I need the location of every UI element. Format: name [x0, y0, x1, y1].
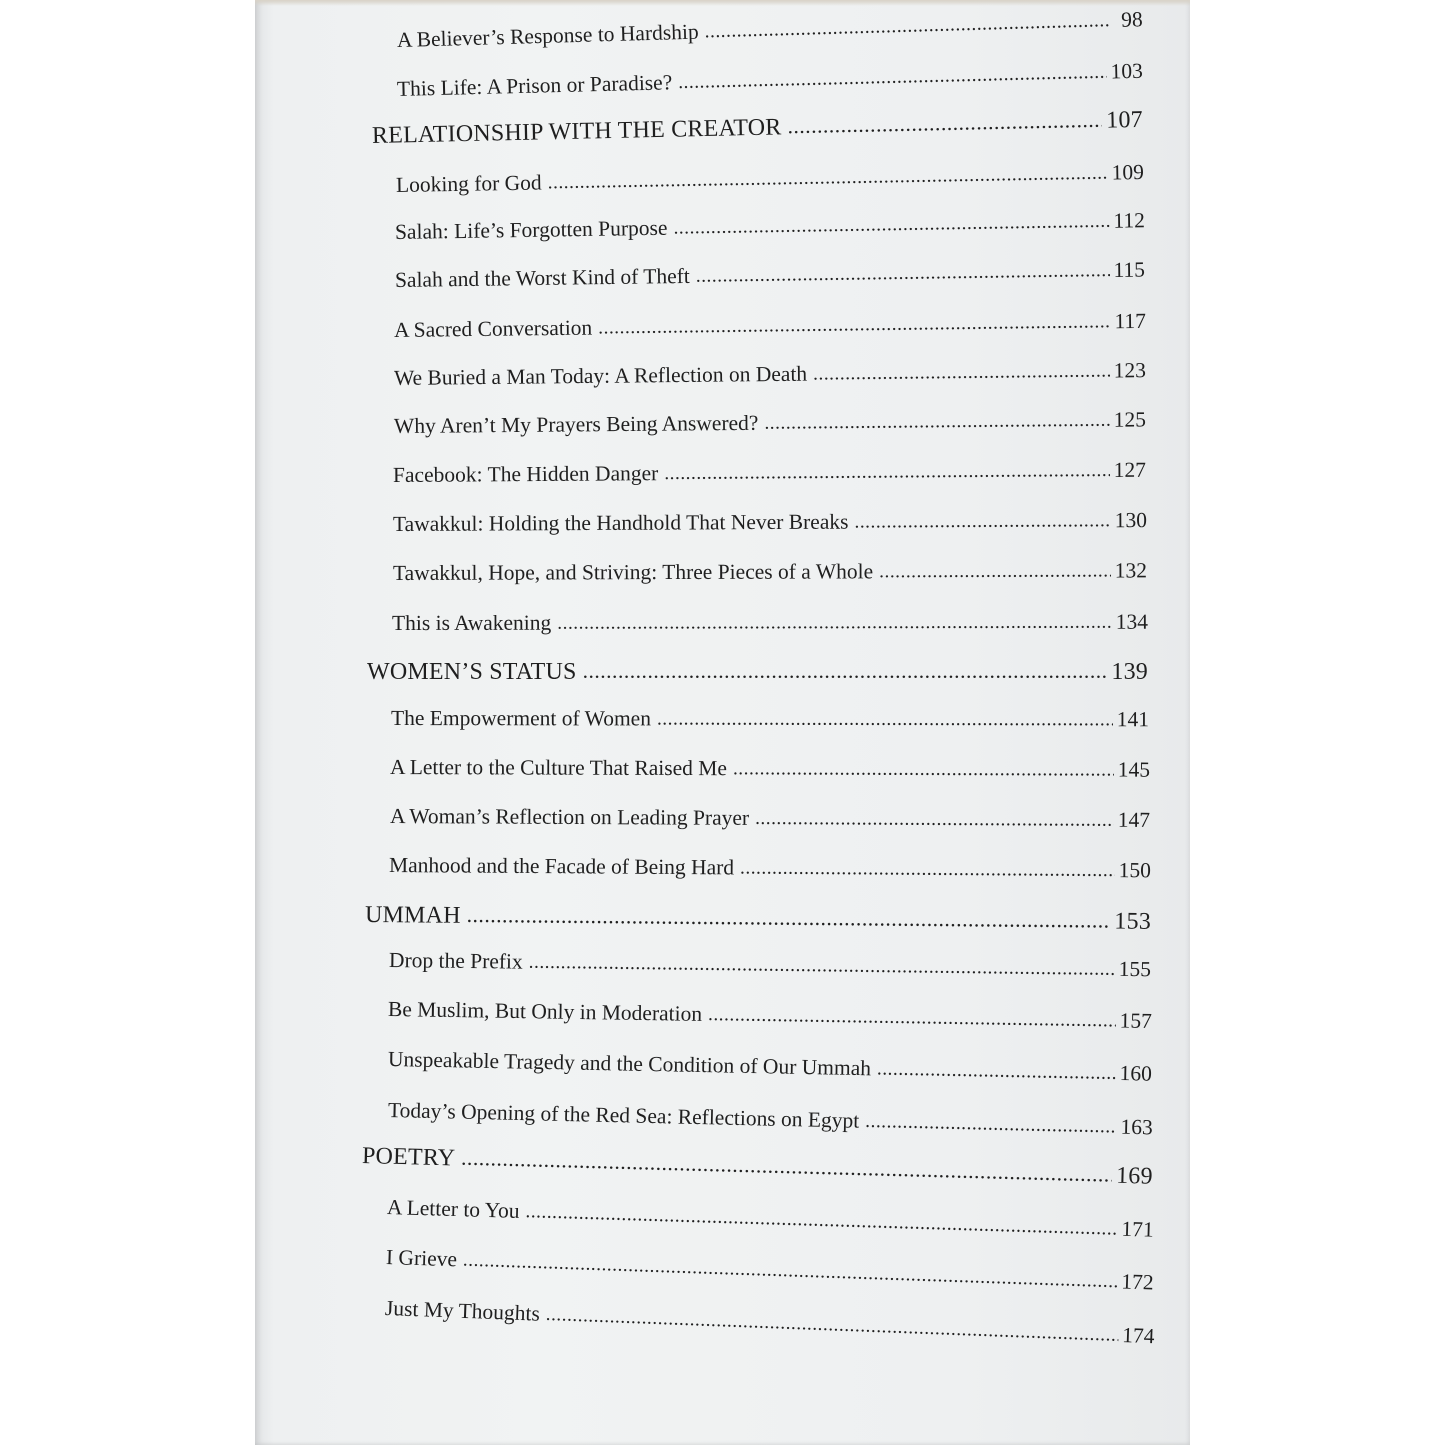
toc-entry — [394, 358, 1146, 391]
toc-page-number: 150 — [1118, 858, 1152, 883]
toc-page-number: 112 — [1113, 208, 1146, 233]
toc-section-heading — [362, 1143, 1153, 1191]
toc-entry — [388, 1047, 1152, 1087]
toc-entry — [385, 1296, 1155, 1349]
toc-entry-title: A Woman’s Reflection on Leading Prayer — [389, 804, 750, 830]
toc-entry — [397, 59, 1143, 102]
dot-leader — [657, 705, 1113, 731]
toc-entry-title: Looking for God — [395, 170, 542, 197]
toc-entry-title: Salah and the Worst Kind of Theft — [394, 263, 690, 292]
toc-entry — [389, 948, 1151, 982]
toc-page-number: 130 — [1114, 508, 1148, 533]
dot-leader — [733, 755, 1114, 781]
toc-section-heading — [367, 659, 1148, 686]
dot-leader — [865, 1108, 1117, 1139]
toc-page-number: 115 — [1113, 257, 1146, 282]
toc-entry — [387, 1195, 1154, 1243]
toc-entry-title: Today’s Opening of the Red Sea: Reflections on Egypt — [387, 1098, 860, 1133]
dot-leader — [583, 658, 1108, 685]
toc-entry-title: Manhood and the Facade of Being Hard — [388, 853, 735, 880]
toc-entry — [390, 804, 1150, 833]
toc-entry-title: Facebook: The Hidden Danger — [392, 461, 659, 487]
toc-entry-title: The Empowerment of Women — [390, 706, 652, 731]
toc-entry-title: We Buried a Man Today: A Reflection on Death — [393, 361, 808, 390]
toc-entry-title: Tawakkul: Holding the Handhold That Never Breaks — [392, 509, 849, 536]
toc-entry-title: I Grieve — [385, 1245, 458, 1272]
toc-entry — [393, 508, 1147, 537]
toc-page-number: 127 — [1113, 457, 1147, 482]
toc-entry — [391, 706, 1149, 732]
toc-entry-title: A Sacred Conversation — [393, 315, 593, 342]
toc-page-number: 125 — [1113, 407, 1147, 432]
toc-page-number: 174 — [1121, 1323, 1155, 1349]
toc-entry-title: Be Muslim, But Only in Moderation — [387, 997, 703, 1026]
dot-leader — [557, 609, 1112, 635]
toc-entry — [393, 458, 1146, 488]
dot-leader — [696, 257, 1110, 288]
toc-page-number: 171 — [1121, 1216, 1155, 1242]
toc-entry-title: A Believer’s Response to Hardship — [396, 19, 699, 52]
toc-page-number: 157 — [1119, 1008, 1153, 1033]
dot-leader — [598, 308, 1111, 339]
toc-page-number: 109 — [1111, 159, 1145, 185]
toc-entry — [388, 1098, 1153, 1140]
toc-entry-title: Salah: Life’s Forgotten Purpose — [394, 215, 668, 244]
toc-page-number: 141 — [1116, 707, 1150, 732]
dot-leader — [529, 949, 1115, 981]
dot-leader — [708, 1001, 1116, 1032]
toc-page-number: 117 — [1114, 308, 1147, 334]
toc-entry — [393, 558, 1147, 586]
dot-leader — [545, 1301, 1118, 1347]
toc-page-number: 160 — [1119, 1061, 1153, 1086]
dot-leader — [755, 805, 1114, 832]
toc-page-number: 134 — [1115, 609, 1149, 634]
toc-entry — [389, 853, 1151, 883]
dot-leader — [463, 1247, 1118, 1294]
toc-entry-title: A Letter to You — [386, 1195, 520, 1223]
toc-entry — [395, 258, 1145, 293]
toc-entry-title: This is Awakening — [391, 610, 552, 635]
toc-entry-title: A Letter to the Culture That Raised Me — [389, 755, 728, 781]
dot-leader — [461, 1145, 1113, 1189]
toc-entry-title: Tawakkul, Hope, and Striving: Three Pieces of a Whole — [392, 559, 874, 585]
toc-page-number: 132 — [1114, 558, 1148, 583]
dot-leader — [547, 160, 1107, 195]
toc-entry — [397, 7, 1143, 53]
dot-leader — [664, 457, 1110, 485]
toc-page-number: 169 — [1115, 1162, 1154, 1190]
dot-leader — [525, 1198, 1118, 1241]
dot-leader — [467, 902, 1111, 935]
toc-entry — [395, 208, 1145, 245]
section-title: POETRY — [361, 1143, 456, 1172]
dot-leader — [764, 407, 1110, 435]
toc-page-number: 103 — [1110, 58, 1144, 84]
toc-page-number: 107 — [1105, 106, 1144, 134]
dot-leader — [879, 557, 1111, 583]
toc-page-number: 155 — [1118, 956, 1152, 982]
toc-entry — [390, 755, 1150, 783]
toc-entry — [394, 407, 1146, 439]
toc-page-number: 153 — [1114, 908, 1152, 935]
dot-leader — [787, 107, 1102, 141]
dot-leader — [740, 854, 1115, 882]
toc-page-number: 163 — [1120, 1114, 1154, 1140]
toc-page-number: 98 — [1120, 7, 1144, 32]
dot-leader — [704, 7, 1109, 43]
toc-entry-title: Unspeakable Tragedy and the Condition of Our Ummah — [387, 1047, 872, 1081]
section-title: WOMEN’S STATUS — [367, 659, 577, 685]
toc-page-number: 123 — [1113, 358, 1147, 383]
section-title: RELATIONSHIP WITH THE CREATOR — [371, 114, 782, 149]
toc-entry — [394, 309, 1146, 343]
toc-section-heading — [365, 902, 1151, 936]
dot-leader — [673, 208, 1109, 240]
toc-entry — [388, 997, 1152, 1034]
toc-entry — [386, 1245, 1154, 1295]
toc-entry-title: This Life: A Prison or Paradise? — [396, 70, 673, 101]
dot-leader — [678, 59, 1107, 94]
toc-section-heading — [372, 107, 1143, 150]
toc-entry-title: Drop the Prefix — [388, 948, 523, 974]
toc-entry — [396, 160, 1144, 198]
toc-page-number: 139 — [1111, 659, 1148, 685]
section-title: UMMAH — [364, 902, 461, 929]
toc-page-number: 147 — [1117, 807, 1151, 832]
toc-entry-title: Why Aren’t My Prayers Being Answered? — [393, 410, 759, 438]
toc-entry-title: Just My Thoughts — [384, 1296, 541, 1326]
dot-leader — [877, 1055, 1116, 1085]
toc-entry — [392, 610, 1148, 636]
toc-page-number: 172 — [1120, 1269, 1154, 1295]
dot-leader — [813, 358, 1110, 386]
dot-leader — [854, 507, 1110, 533]
toc-page-number: 145 — [1117, 757, 1151, 782]
